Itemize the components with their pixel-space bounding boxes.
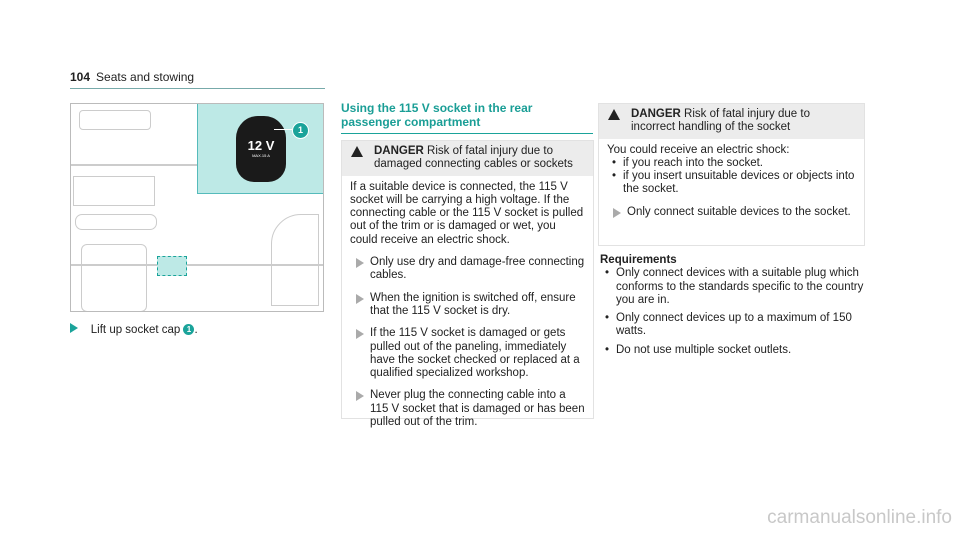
danger-heading: Risk of fatal injury due to incorrect handling of the socket (631, 108, 810, 134)
section-heading: Using the 115 V socket in the rear passenger compartment (341, 101, 533, 129)
action-text: Only use dry and damage-free connecting cables. (370, 256, 585, 282)
socket-cap (236, 116, 286, 182)
dash-line (71, 164, 199, 166)
arrow-icon (356, 294, 364, 304)
warning-triangle-icon (351, 146, 363, 157)
warning-triangle-icon (608, 109, 620, 120)
requirement-item: • Do not use multiple socket outlets. (600, 344, 865, 357)
socket-detail-inset (197, 104, 324, 194)
arrow-icon (356, 391, 364, 401)
danger-body: You could receive an electric shock: (607, 143, 790, 156)
danger-label: DANGER (631, 108, 681, 120)
step-arrow-icon (70, 323, 78, 333)
danger-header (599, 104, 864, 139)
mirror-sketch (79, 110, 151, 130)
socket-location-marker (157, 256, 187, 276)
page-number: 104 (70, 70, 91, 84)
danger-box-cables (341, 140, 594, 429)
requirements-section (600, 254, 865, 357)
step-lift-cap (70, 323, 198, 337)
action-text: If the 115 V socket is damaged or gets pulled out of the paneling, immediately have the socket checked or replaced at a qualified specialized workshop. (370, 327, 580, 380)
socket-sublabel: MAX.15 A (252, 153, 270, 158)
requirements-title: Requirements (600, 254, 677, 266)
step-text: Lift up socket cap (90, 324, 181, 336)
display-sketch (73, 176, 155, 206)
action-text: Never plug the connecting cable into a 115 V socket that is damaged or has been pulled out of the trim. (370, 389, 585, 429)
danger-heading: Risk of fatal injury due to damaged connecting cables or sockets (374, 145, 573, 171)
console-sketch (81, 244, 147, 312)
danger-box-handling (598, 103, 865, 246)
callout-1: 1 (292, 122, 309, 139)
arrow-icon (356, 329, 364, 339)
action-item (350, 256, 585, 283)
action-item (350, 292, 585, 319)
action-item (350, 389, 585, 429)
step-end: . (194, 324, 198, 336)
callout-ref: 1 (183, 324, 194, 335)
page-header (70, 70, 194, 84)
requirement-item: • Only connect devices up to a maximum of 150 watts. (600, 312, 865, 339)
dashboard-illustration (70, 103, 324, 312)
danger-label: DANGER (374, 145, 424, 157)
bullet-item: • if you reach into the socket. (607, 157, 856, 170)
socket-label: 12 V (247, 138, 275, 153)
callout-line (274, 129, 292, 130)
door-sketch (271, 214, 319, 306)
action-text: Only connect suitable devices to the socket. (627, 205, 851, 218)
danger-body: If a suitable device is connected, the 115 V socket will be carrying a high voltage. If the connecting cable or the 115 V socket is pulled out of the trim or is damaged or wet, you could receive an electric shock. (350, 180, 584, 246)
danger-header (342, 141, 593, 176)
watermark: carmanualsonline.info (767, 507, 952, 528)
header-divider (70, 88, 325, 89)
bullet-item: • if you insert unsuitable devices or objects into the socket. (607, 170, 856, 197)
requirement-item: • Only connect devices with a suitable plug which conforms to the standards specific to the country you are in. (600, 267, 865, 307)
section-title: Seats and stowing (96, 70, 195, 84)
action-item (607, 206, 856, 219)
arrow-icon (356, 258, 364, 268)
arrow-icon (613, 208, 621, 218)
vents-sketch (75, 214, 157, 230)
action-text: When the ignition is switched off, ensure that the 115 V socket is dry. (370, 291, 576, 317)
action-item (350, 327, 585, 380)
heading-underline (341, 133, 593, 134)
